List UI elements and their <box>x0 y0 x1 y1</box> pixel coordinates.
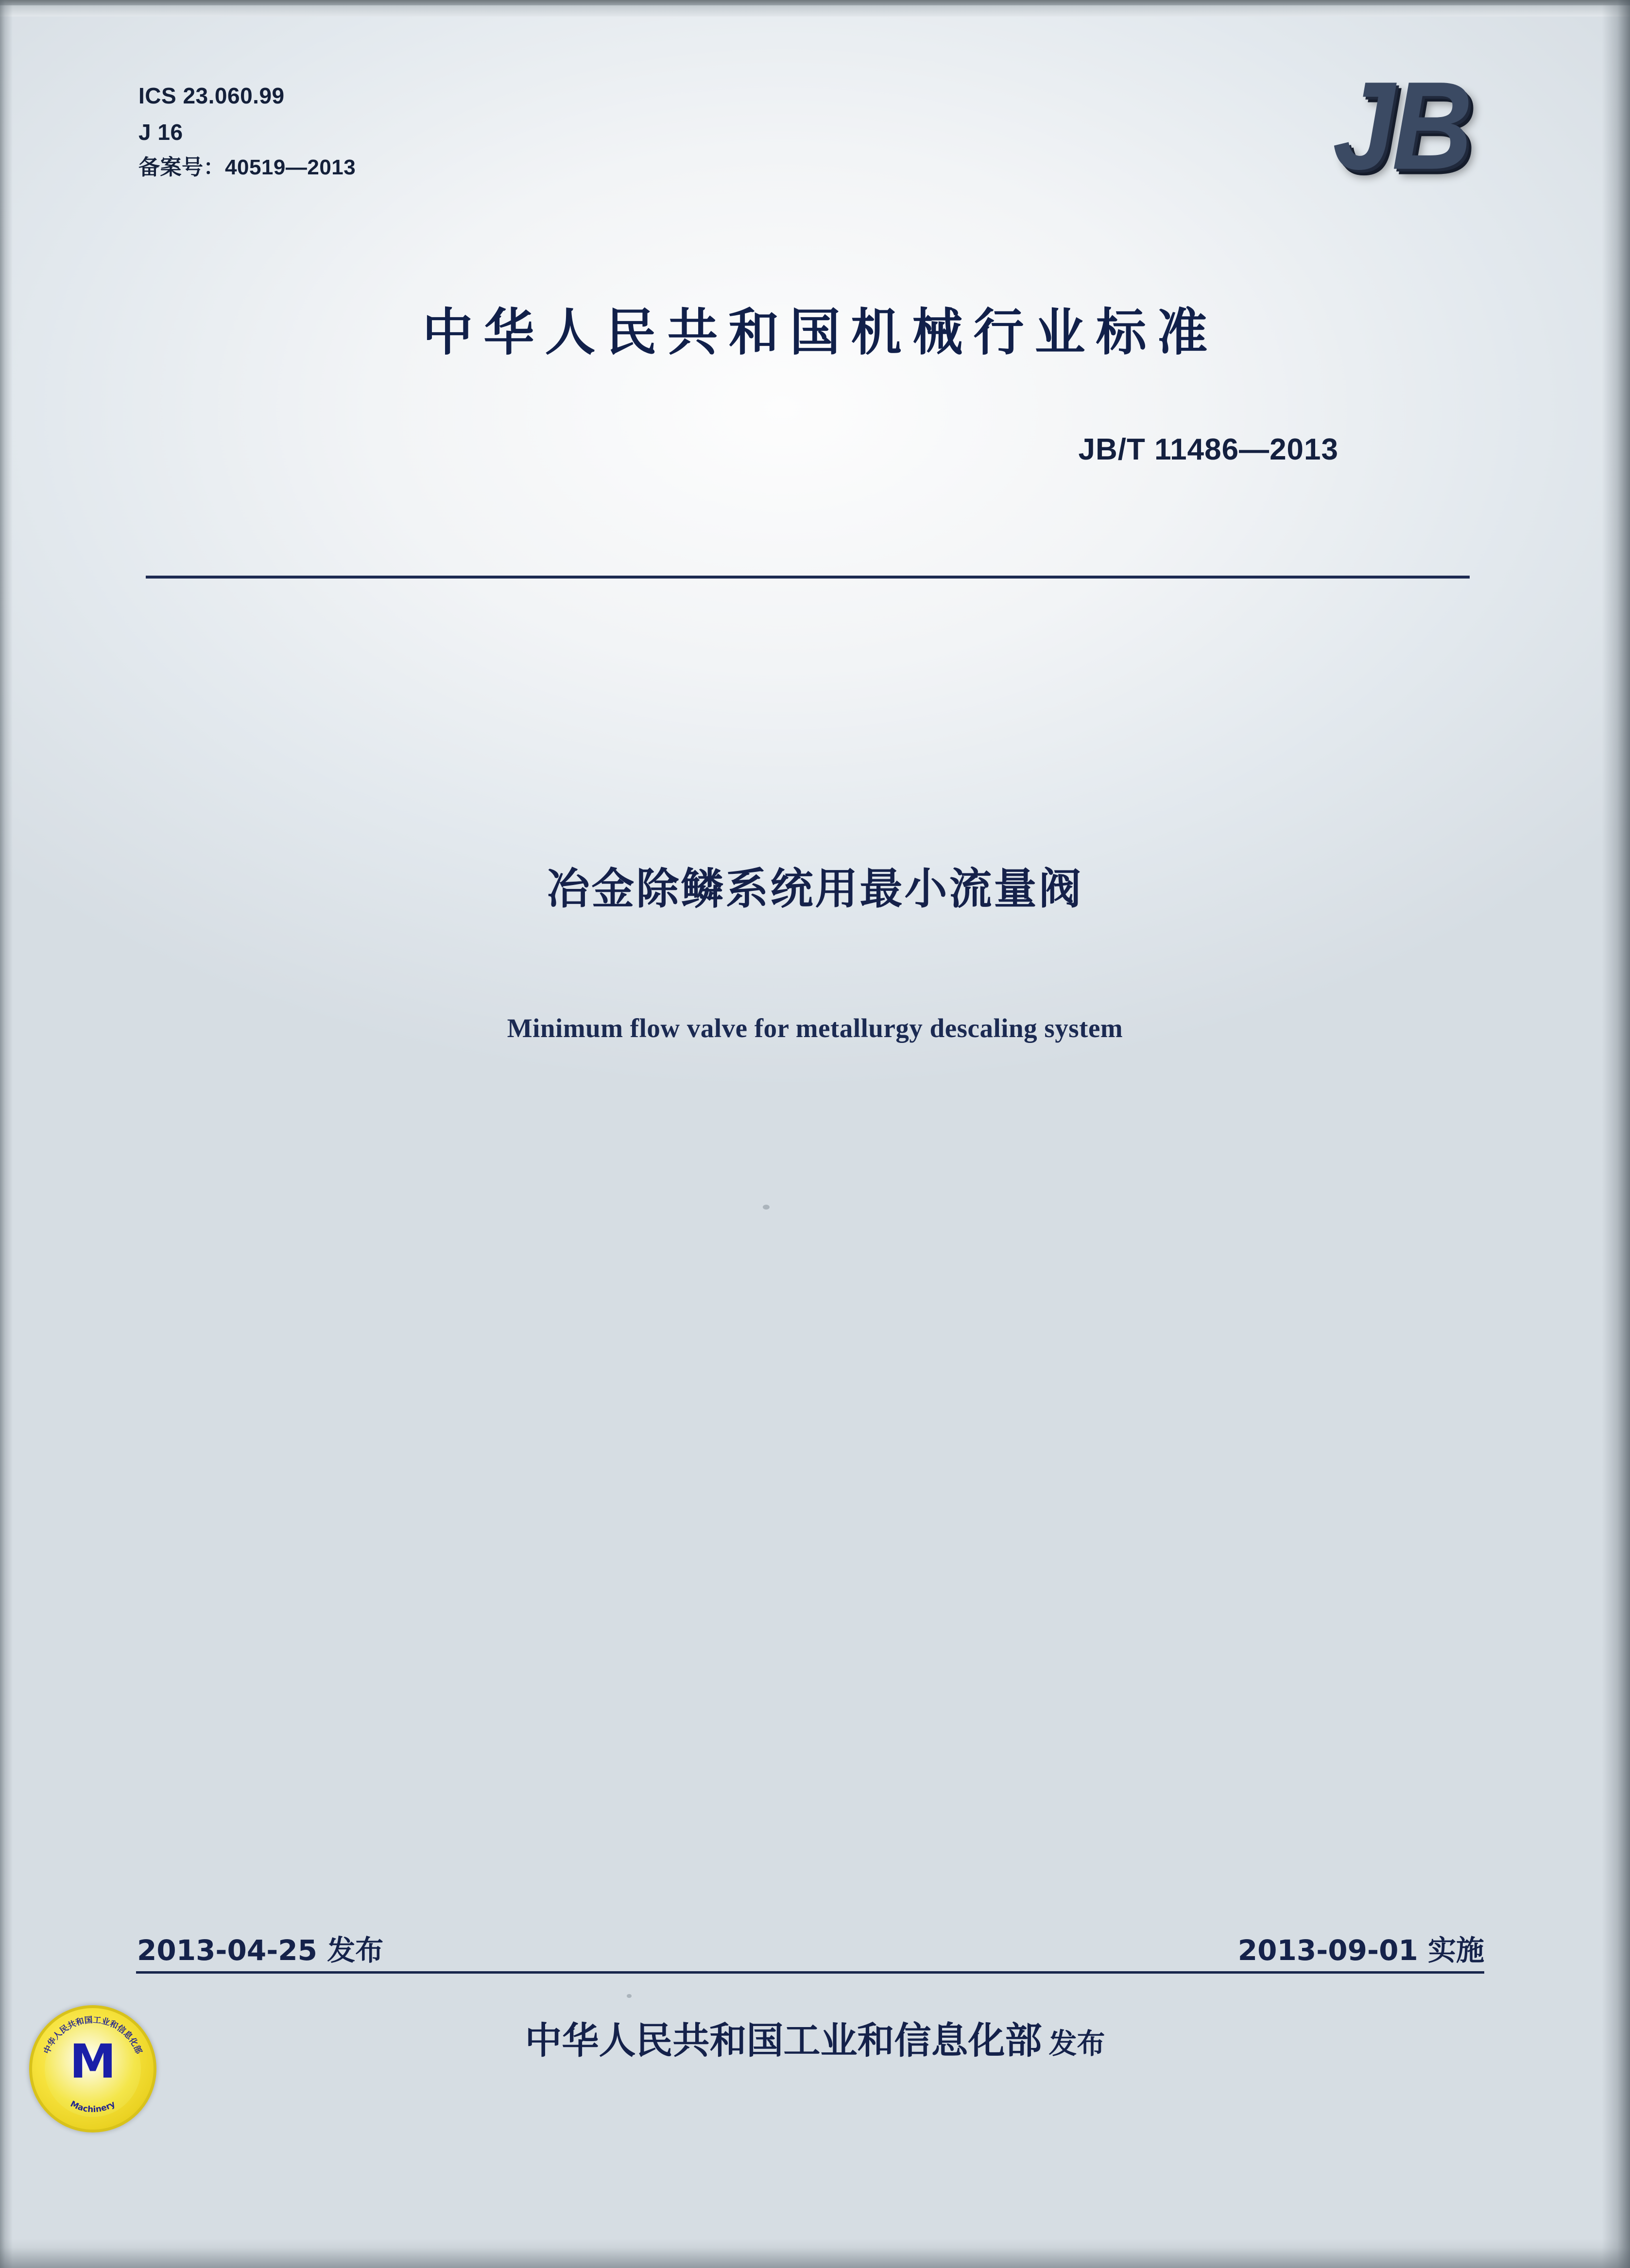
emblem-ring-text-cn: 中华人民共和国工业和信息化部 <box>42 2015 144 2056</box>
scan-left-shadow <box>0 0 13 2268</box>
emblem-mark: M <box>69 2034 116 2089</box>
scan-speck <box>627 1994 632 1998</box>
publish-date: 2013-04-25 发布 <box>137 1934 384 1967</box>
scan-right-shadow <box>1602 0 1630 2268</box>
standard-number: JB/T 11486—2013 <box>1078 433 1338 466</box>
issuer-suffix: 发布 <box>1048 2027 1105 2060</box>
scan-speck <box>763 1205 770 1210</box>
scan-bottom-shadow <box>0 2239 1630 2268</box>
standard-series-title: 中华人民共和国机械行业标准 <box>422 303 1218 362</box>
ministry-emblem <box>29 2005 156 2132</box>
classification-code: J 16 <box>138 119 183 145</box>
header-divider <box>146 576 1470 579</box>
issuer-line <box>0 2011 1630 2064</box>
footer-divider <box>136 1971 1484 1974</box>
scan-top-edge <box>0 0 1630 5</box>
issuer-name: 中华人民共和国工业和信息化部 <box>525 2019 1042 2062</box>
emblem-ring-text-en: Machinery <box>69 2099 117 2115</box>
implementation-date: 2013-09-01 实施 <box>1237 1934 1484 1967</box>
header-meta <box>138 78 356 185</box>
document-title-chinese: 冶金除鳞系统用最小流量阀 <box>547 864 1083 914</box>
jb-logo: JB <box>1332 55 1470 196</box>
record-number: 备案号：40519—2013 <box>138 155 356 180</box>
ics-code: ICS 23.060.99 <box>138 83 285 108</box>
document-title-english: Minimum flow valve for metallurgy descaling system <box>507 1013 1123 1043</box>
